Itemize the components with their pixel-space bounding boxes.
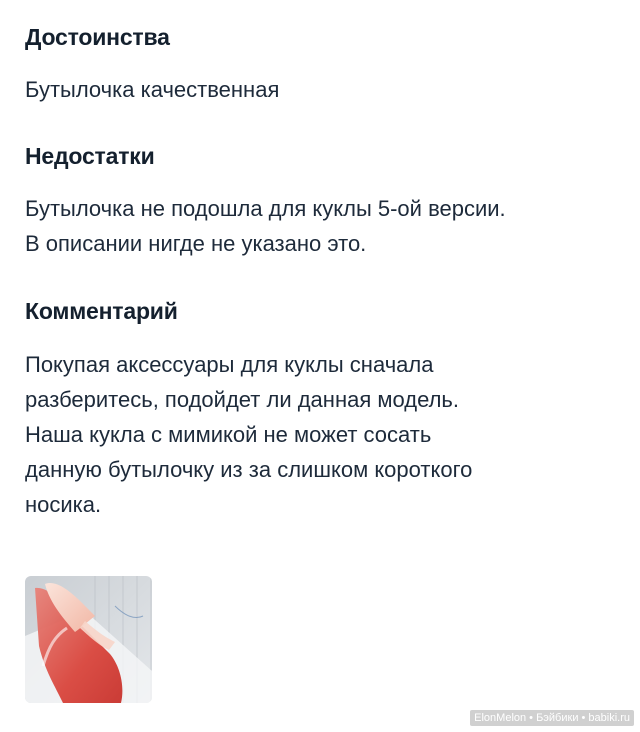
- comment-line: Наша кукла с мимикой не может сосать: [25, 422, 432, 447]
- cons-heading: Недостатки: [25, 143, 155, 169]
- watermark: ElonMelon • Бэйбики • babiki.ru: [470, 710, 634, 726]
- pros-line: Бутылочка качественная: [25, 77, 280, 102]
- comment-line: Покупая аксессуары для куклы сначала: [25, 352, 434, 377]
- comment-line: разберитесь, подойдет ли данная модель.: [25, 387, 459, 412]
- cons-line: В описании нигде не указано это.: [25, 231, 367, 256]
- review-photo-thumbnail[interactable]: [25, 576, 152, 703]
- comment-text: [25, 347, 625, 522]
- comment-heading: Комментарий: [25, 298, 178, 324]
- pros-text: [25, 72, 625, 107]
- cons-line: Бутылочка не подошла для куклы 5-ой версии.: [25, 196, 506, 221]
- bottle-photo-image: [25, 576, 152, 703]
- pros-heading: Достоинства: [25, 24, 170, 50]
- comment-line: данную бутылочку из за слишком короткого: [25, 457, 473, 482]
- comment-line: носика.: [25, 492, 102, 517]
- cons-text: [25, 191, 625, 261]
